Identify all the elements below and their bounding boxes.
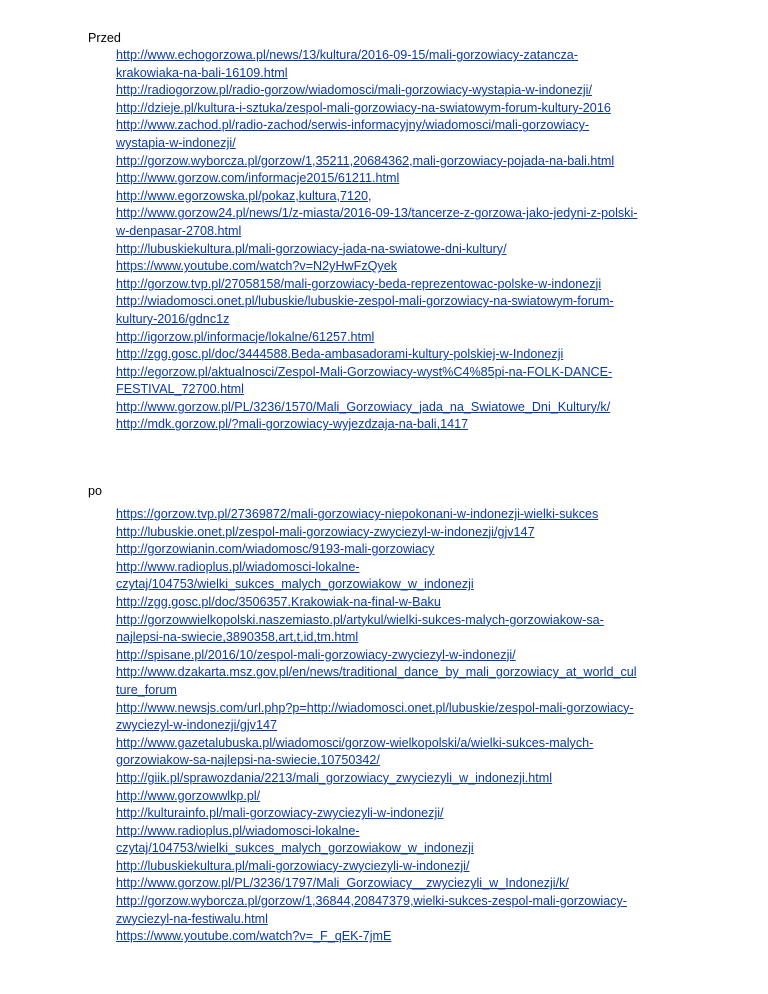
url-link[interactable]: http://www.gazetalubuska.pl/wiadomosci/gorzow-wielkopolski/a/wielki-sukces-malych- (116, 735, 594, 750)
link-line (116, 752, 716, 770)
url-link[interactable]: http://spisane.pl/2016/10/zespol-mali-gorzowiacy-zwyciezyl-w-indonezji/ (116, 647, 516, 662)
url-link[interactable]: http://www.gorzowwlkp.pl/ (116, 788, 261, 803)
link-line (116, 788, 716, 806)
link-line (116, 399, 716, 417)
link-list-after (116, 506, 716, 946)
url-link[interactable]: gorzowiakow-sa-najlepsi-na-swiecie,10750342/ (116, 753, 380, 768)
url-link[interactable]: http://www.gorzow.pl/PL/3236/1570/Mali_Gorzowiacy_jada_na_Swiatowe_Dni_Kultury/k/ (116, 399, 611, 414)
url-link[interactable]: http://zgg.gosc.pl/doc/3444588.Beda-ambasadorami-kultury-polskiej-w-Indonezji (116, 347, 564, 362)
link-line (116, 329, 716, 347)
link-line (116, 823, 716, 841)
link-line (116, 805, 716, 823)
url-link[interactable]: http://kulturainfo.pl/mali-gorzowiacy-zwyciezyli-w-indonezji/ (116, 806, 444, 821)
url-link[interactable]: FESTIVAL_72700.html (116, 382, 244, 397)
url-link[interactable]: http://zgg.gosc.pl/doc/3506357.Krakowiak-na-final-w-Baku (116, 594, 441, 609)
url-link[interactable]: http://www.gorzow.pl/PL/3236/1797/Mali_Gorzowiacy__zwyciezyli_w_Indonezji/k/ (116, 876, 569, 891)
url-link[interactable]: kultury-2016/gdnc1z (116, 311, 230, 326)
url-link[interactable]: http://lubuskiekultura.pl/mali-gorzowiacy-jada-na-swiatowe-dni-kultury/ (116, 241, 507, 256)
link-line (116, 524, 716, 542)
url-link[interactable]: http://gorzowianin.com/wiadomosc/9193-mali-gorzowiacy (116, 542, 435, 557)
link-line (116, 188, 716, 206)
url-link[interactable]: http://www.gorzow24.pl/news/1/z-miasta/2016-09-13/tancerze-z-gorzowa-jako-jedyni-z-polski- (116, 206, 638, 221)
url-link[interactable]: http://www.radioplus.pl/wiadomosci-lokalne- (116, 823, 360, 838)
link-line (116, 258, 716, 276)
url-link[interactable]: http://gorzow.wyborcza.pl/gorzow/1,35211,20684362,mali-gorzowiacy-pojada-na-bali.html (116, 153, 615, 168)
link-line (116, 241, 716, 259)
link-line (116, 416, 716, 434)
link-line (116, 735, 716, 753)
url-link[interactable]: zwyciezyl-w-indonezji/gjv147 (116, 718, 277, 733)
link-line (116, 682, 716, 700)
link-list-before (116, 47, 716, 434)
url-link[interactable]: czytaj/104753/wielki_sukces_malych_gorzowiakow_w_indonezji (116, 841, 474, 856)
link-line (116, 893, 716, 911)
url-link[interactable]: http://www.gorzow.com/informacje2015/61211.html (116, 171, 400, 186)
url-link[interactable]: http://lubuskiekultura.pl/mali-gorzowiacy-zwyciezyli-w-indonezji/ (116, 858, 470, 873)
link-line (116, 117, 716, 135)
link-line (116, 276, 716, 294)
url-link[interactable]: http://giik.pl/sprawozdania/2213/mali_gorzowiacy_zwyciezyli_w_indonezji.html (116, 770, 553, 785)
url-link[interactable]: krakowiaka-na-bali-16109.html (116, 65, 288, 80)
url-link[interactable]: czytaj/104753/wielki_sukces_malych_gorzowiakow_w_indonezji (116, 577, 474, 592)
link-line (116, 664, 716, 682)
url-link[interactable]: najlepsi-na-swiecie,3890358,art,t,id,tm.html (116, 630, 359, 645)
url-link[interactable]: https://www.youtube.com/watch?v=N2yHwFzQyek (116, 259, 398, 274)
link-line (116, 576, 716, 594)
link-line (116, 65, 716, 83)
url-link[interactable]: http://gorzow.tvp.pl/27058158/mali-gorzowiacy-beda-reprezentowac-polske-w-indonezji (116, 276, 602, 291)
link-line (116, 311, 716, 329)
url-link[interactable]: http://gorzow.wyborcza.pl/gorzow/1,36844,20847379,wielki-sukces-zespol-mali-gorzowiacy- (116, 894, 627, 909)
link-line (116, 381, 716, 399)
link-line (116, 293, 716, 311)
url-link[interactable]: http://dzieje.pl/kultura-i-sztuka/zespol-mali-gorzowiacy-na-swiatowym-forum-kultury-2016 (116, 100, 611, 115)
url-link[interactable]: http://www.radioplus.pl/wiadomosci-lokalne- (116, 559, 360, 574)
url-link[interactable]: http://wiadomosci.onet.pl/lubuskie/lubuskie-zespol-mali-gorzowiacy-na-swiatowym-forum- (116, 294, 614, 309)
link-line (116, 541, 716, 559)
link-line (116, 629, 716, 647)
link-line (116, 346, 716, 364)
url-link[interactable]: https://www.youtube.com/watch?v=_F_qEK-7jmE (116, 929, 392, 944)
link-line (116, 594, 716, 612)
url-link[interactable]: https://gorzow.tvp.pl/27369872/mali-gorzowiacy-niepokonani-w-indonezji-wielki-sukces (116, 507, 599, 521)
url-link[interactable]: http://igorzow.pl/informacje/lokalne/61257.html (116, 329, 375, 344)
link-line (116, 135, 716, 153)
url-link[interactable]: http://www.echogorzowa.pl/news/13/kultura/2016-09-15/mali-gorzowiacy-zatancza- (116, 48, 578, 62)
url-link[interactable]: wystapia-w-indonezji/ (116, 135, 236, 150)
link-line (116, 612, 716, 630)
section-label-before: Przed (88, 31, 121, 45)
url-link[interactable]: zwyciezyl-na-festiwalu.html (116, 911, 268, 926)
link-line (116, 82, 716, 100)
link-line (116, 506, 716, 524)
link-line (116, 205, 716, 223)
link-line (116, 840, 716, 858)
link-line (116, 700, 716, 718)
url-link[interactable]: http://www.dzakarta.msz.gov.pl/en/news/traditional_dance_by_mali_gorzowiacy_at_world_cul (116, 665, 637, 680)
link-line (116, 170, 716, 188)
url-link[interactable]: ture_forum (116, 682, 177, 697)
link-line (116, 858, 716, 876)
section-label-after: po (88, 484, 103, 498)
url-link[interactable]: http://gorzowwielkopolski.naszemiasto.pl/artykul/wielki-sukces-malych-gorzowiakow-sa- (116, 612, 604, 627)
link-line (116, 100, 716, 118)
url-link[interactable]: http://radiogorzow.pl/radio-gorzow/wiadomosci/mali-gorzowiacy-wystapia-w-indonezji/ (116, 83, 592, 98)
link-line (116, 364, 716, 382)
url-link[interactable]: http://www.zachod.pl/radio-zachod/serwis-informacyjny/wiadomosci/mali-gorzowiacy- (116, 118, 590, 133)
url-link[interactable]: http://egorzow.pl/aktualnosci/Zespol-Mali-Gorzowiacy-wyst%C4%85pi-na-FOLK-DANCE- (116, 364, 613, 379)
link-line (116, 770, 716, 788)
url-link[interactable]: http://mdk.gorzow.pl/?mali-gorzowiacy-wyjezdzaja-na-bali,1417 (116, 417, 469, 432)
link-line (116, 647, 716, 665)
link-line (116, 928, 716, 946)
link-line (116, 559, 716, 577)
url-link[interactable]: http://www.newsjs.com/url.php?p=http://wiadomosci.onet.pl/lubuskie/zespol-mali-gorzowiacy- (116, 700, 634, 715)
link-line (116, 47, 716, 65)
url-link[interactable]: http://lubuskie.onet.pl/zespol-mali-gorzowiacy-zwyciezyl-w-indonezji/gjv147 (116, 524, 535, 539)
link-line (116, 875, 716, 893)
link-line (116, 717, 716, 735)
link-line (116, 223, 716, 241)
link-line (116, 911, 716, 929)
link-line (116, 153, 716, 171)
url-link[interactable]: http://www.egorzowska.pl/pokaz,kultura,7120, (116, 188, 372, 203)
url-link[interactable]: w-denpasar-2708.html (116, 223, 242, 238)
